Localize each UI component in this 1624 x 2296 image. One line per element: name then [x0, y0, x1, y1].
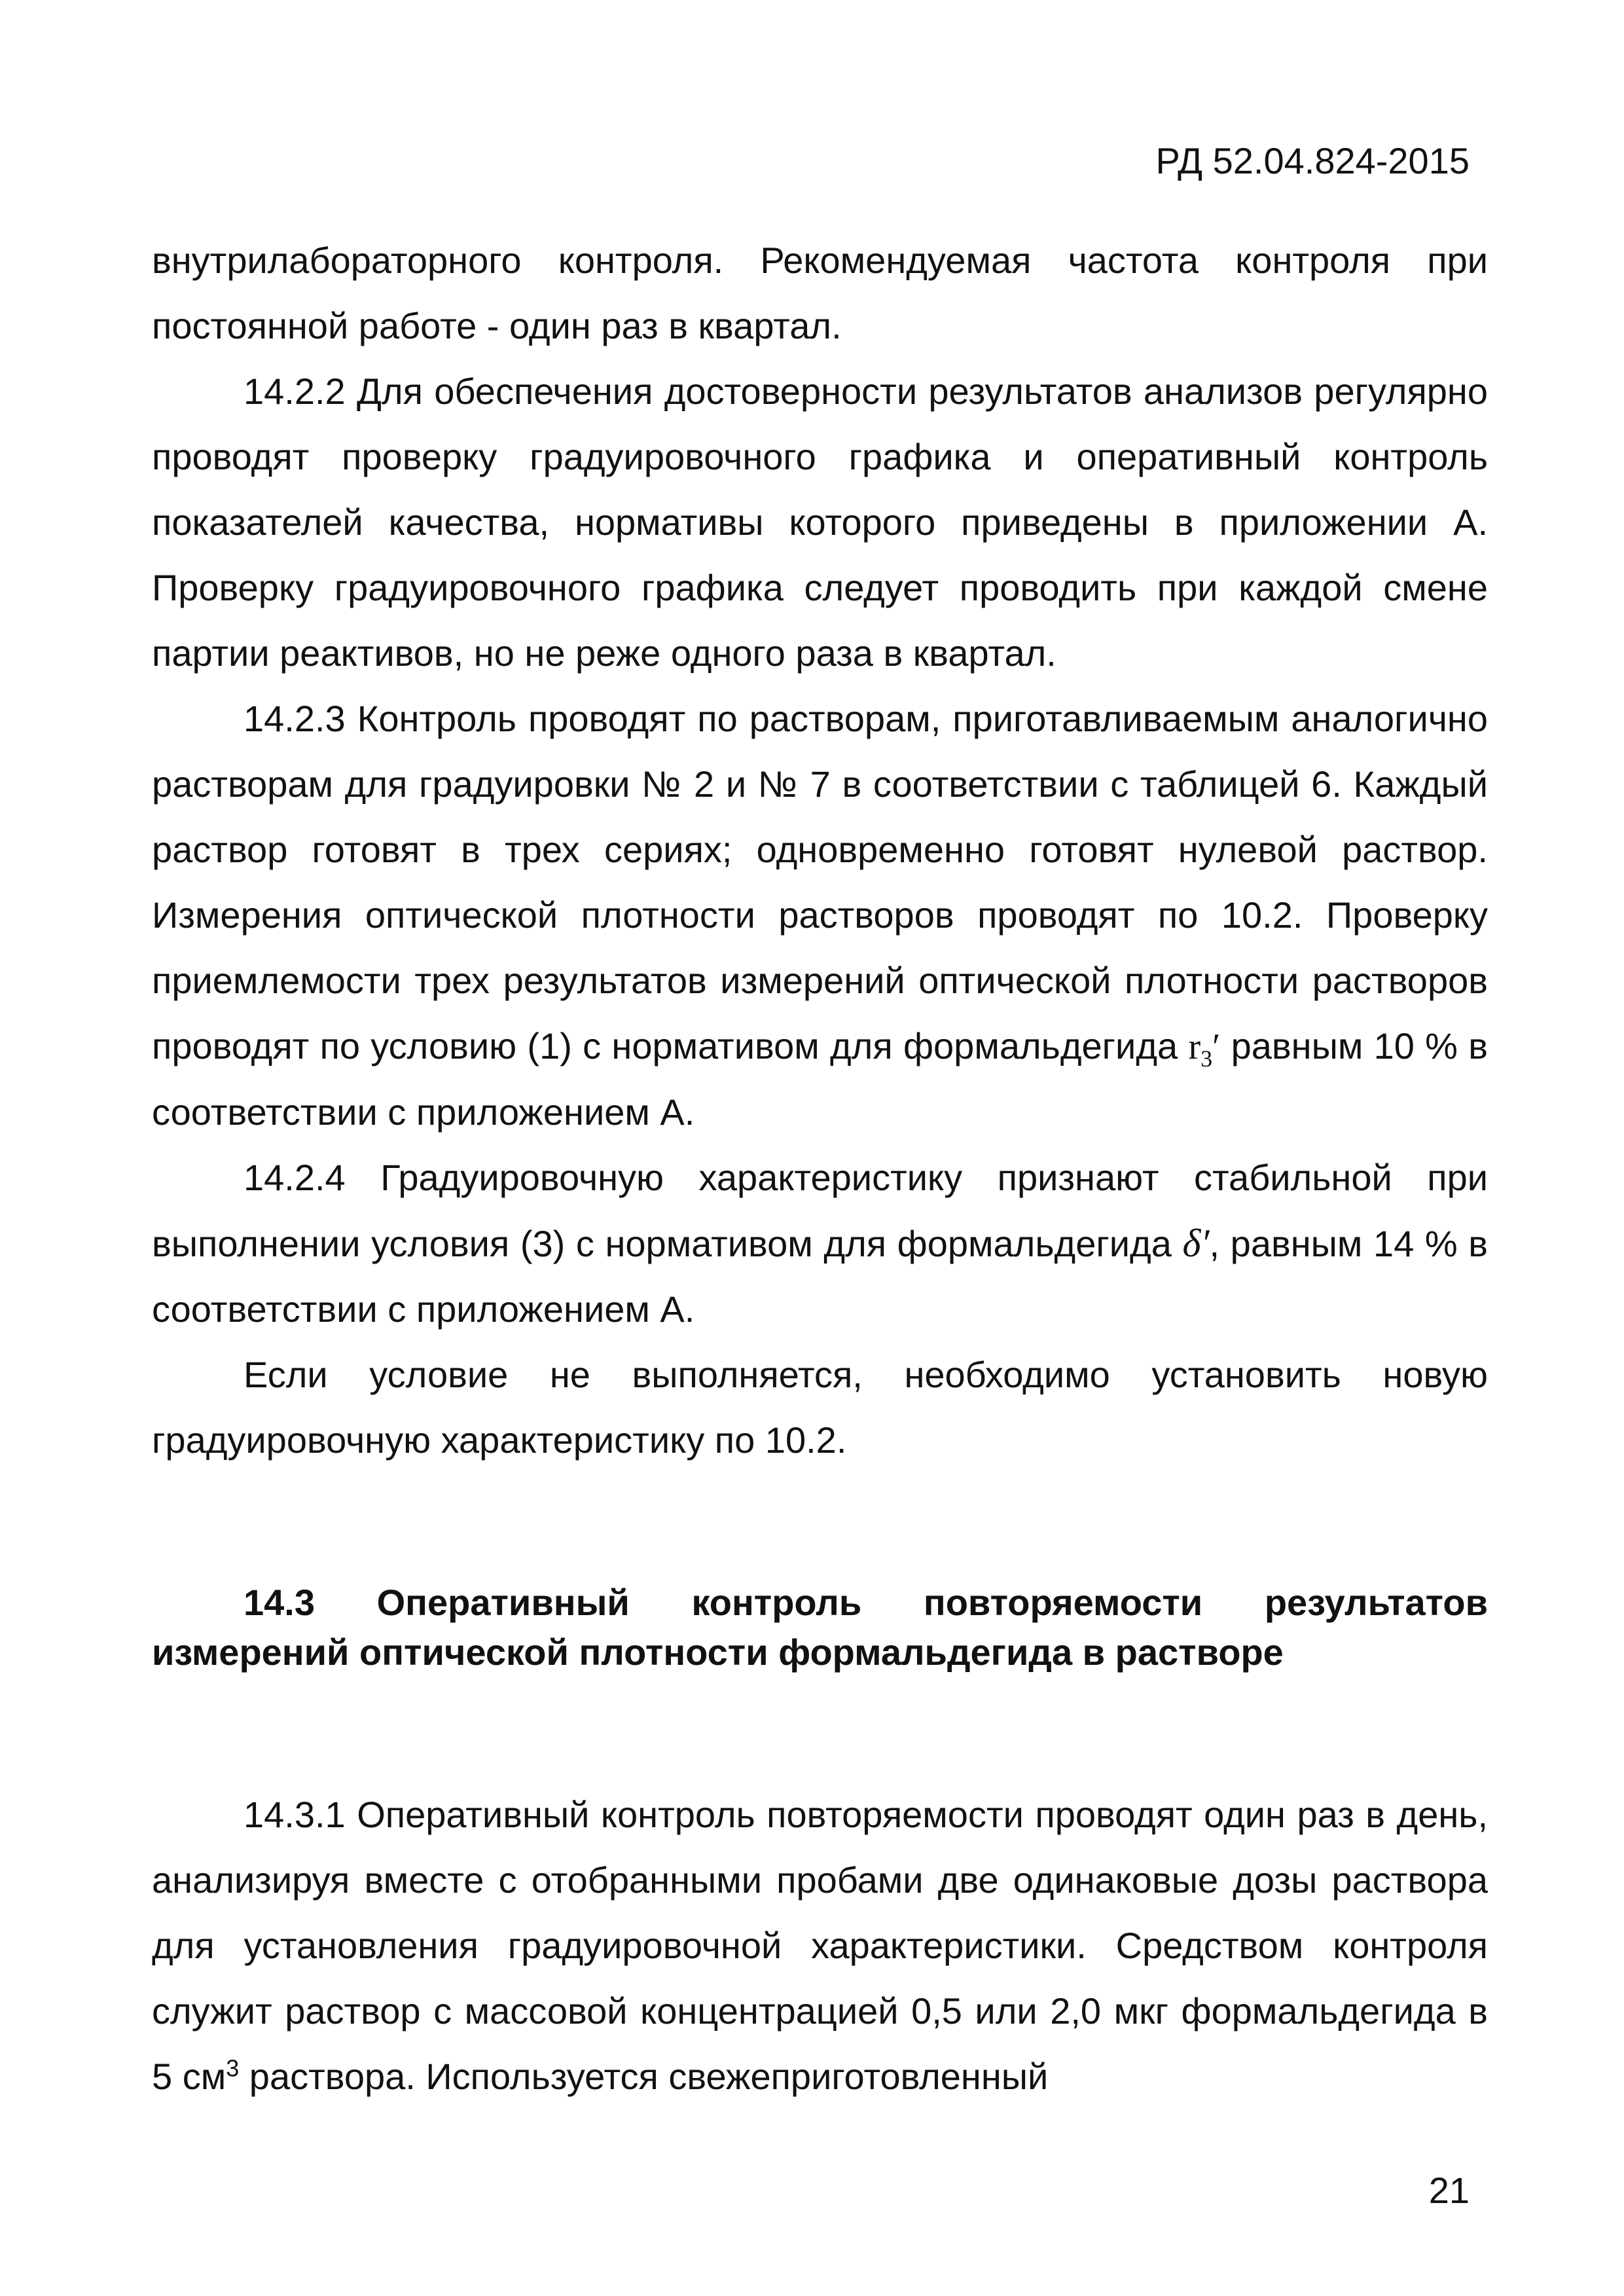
paragraph-14-3-1	[152, 1782, 1488, 2109]
paragraph-text: 14.2.3 Контроль проводят по растворам, приготавливаемым аналогично растворам для градуировки № 2 и № 7 в соответствии с таблицей 6. Каждый раствор готовят в трех сериях; одновременно готовят нулевой раствор. Измерения оптической плотности растворов проводят по 10.2. Проверку приемлемости трех результатов измерений оптической плотности растворов проводят по условию (1) с нормативом для формальдегида	[152, 698, 1488, 1066]
paragraph-text-end: , равным 14 % в соответствии с приложением А.	[152, 1223, 1489, 1330]
page-number: 21	[1428, 2170, 1470, 2211]
paragraph-continuation: внутрилабораторного контроля. Рекомендуемая частота контроля при постоянной работе - один раз в квартал.	[152, 240, 1488, 346]
repeatability-symbol: $r_3'$	[1188, 1027, 1221, 1072]
paragraph-text-end: равным 10 % в соответствии с приложением А.	[152, 1025, 1489, 1133]
page-body	[152, 228, 1488, 2109]
paragraph-text-end: раствора. Используется свежеприготовленный	[249, 2056, 1049, 2097]
paragraph-text: 14.3.1 Оперативный контроль повторяемости проводят один раз в день, анализируя вместе с отобранными пробами две одинаковые дозы раствора для установления градуировочной характеристики. Средством контроля служит раствор с массовой концентрацией 0,5 или 2,0 мкг формальдегида в 5 см	[152, 1794, 1488, 2097]
paragraph-text: 14.2.4 Градуировочную характеристику признают стабильной при выполнении условия (3) с нормативом для формальдегида	[152, 1157, 1488, 1264]
section-heading-14-3: 14.3 Оперативный контроль повторяемости результатов измерений оптической плотности формальдегида в растворе	[152, 1582, 1488, 1673]
paragraph-condition: Если условие не выполняется, необходимо установить новую градуировочную характеристику по 10.2.	[152, 1354, 1488, 1461]
paragraph-14-2-4	[152, 1145, 1488, 1342]
paragraph-14-2-2: 14.2.2 Для обеспечения достоверности результатов анализов регулярно проводят проверку градуировочного графика и оперативный контроль показателей качества, нормативы которого приведены в приложении А. Проверку градуировочного графика следует проводить при каждой смене партии реактивов, но не реже одного раза в квартал.	[152, 371, 1488, 674]
delta-symbol: δ′	[1182, 1222, 1210, 1265]
paragraph-14-2-3	[152, 686, 1488, 1145]
superscript: 3	[226, 2054, 240, 2082]
document-code: РД 52.04.824-2015	[1155, 140, 1470, 181]
